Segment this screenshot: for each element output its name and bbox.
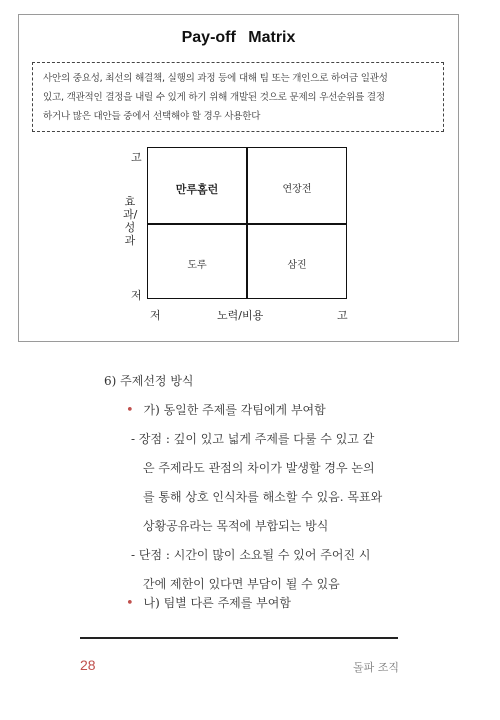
pros-line: 를 통해 상호 인식차를 해소할 수 있음. 목표와 xyxy=(143,490,383,504)
list-item xyxy=(126,594,291,611)
section-heading: 6) 주제선정 방식 xyxy=(104,374,194,388)
bullet-icon: • xyxy=(126,403,134,418)
cons-line: 간에 제한이 있다면 부담이 될 수 있음 xyxy=(143,577,340,591)
figure-title: Pay-off Matrix xyxy=(181,29,296,46)
matrix-grid xyxy=(147,147,347,299)
x-axis-label: 노력/비용 xyxy=(217,309,264,322)
pros-line: 은 주제라도 관점의 차이가 발생할 경우 논의 xyxy=(143,461,375,475)
x-axis-high-label: 고 xyxy=(337,309,348,322)
figure-description-box xyxy=(32,62,444,132)
item-a-title: 가) 동일한 주제를 각팀에게 부여함 xyxy=(143,403,326,417)
bullet-icon: • xyxy=(126,596,134,611)
description-line: 있고, 객관적인 결정을 내릴 수 있게 하기 위해 개발된 것으로 문제의 우선순위를 결정 xyxy=(43,92,385,103)
x-axis-low-label: 저 xyxy=(150,309,161,322)
pros-line: 상황공유라는 목적에 부합되는 방식 xyxy=(143,519,329,533)
running-title: 돌파 조직 xyxy=(353,661,400,674)
description-line: 사안의 중요성, 최선의 해결책, 실행의 과정 등에 대해 팀 또는 개인으로 하여금 일관성 xyxy=(43,73,388,84)
list-item xyxy=(126,401,326,418)
pros-line: - 장점 : 깊이 있고 넓게 주제를 다룰 수 있고 같 xyxy=(131,432,375,446)
cons-line: - 단점 : 시간이 많이 소요될 수 있어 주어진 시 xyxy=(131,548,371,562)
cell-bottom-left: 도루 xyxy=(187,260,207,271)
y-axis-label: 효과/성과 xyxy=(123,195,138,247)
footer-rule xyxy=(80,637,398,639)
item-b-title: 나) 팀별 다른 주제를 부여함 xyxy=(143,596,291,610)
payoff-matrix-figure xyxy=(18,14,459,342)
description-line: 하거나 많은 대안들 중에서 선택해야 할 경우 사용한다 xyxy=(43,111,261,122)
y-axis-low-label: 저 xyxy=(131,289,142,302)
matrix-horizontal-divider xyxy=(148,223,346,225)
cell-bottom-right: 삼진 xyxy=(287,260,307,271)
y-axis-high-label: 고 xyxy=(131,151,142,164)
cell-top-right: 연장전 xyxy=(282,184,312,195)
cell-top-left: 만루홈런 xyxy=(175,183,219,196)
page-number: 28 xyxy=(80,657,96,673)
